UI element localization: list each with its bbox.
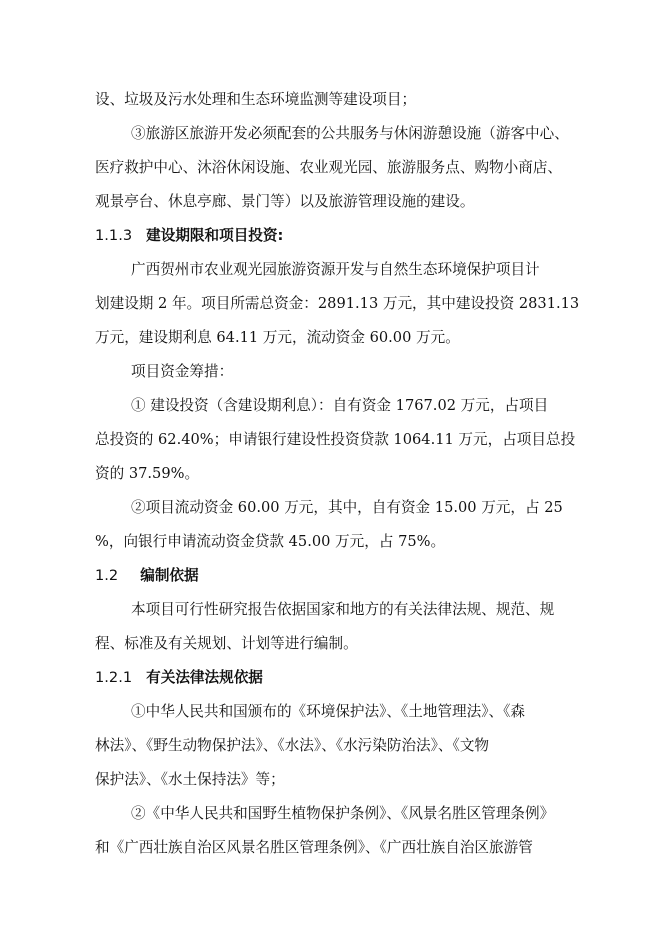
section-number: 1.2 — [95, 567, 119, 584]
body-line: 观景亭台、休息亭廊、景门等）以及旅游管理设施的建设。 — [95, 193, 475, 210]
body-line: 林法》、《野生动物保护法》、《水法》、《水污染防治法》、《文物 — [95, 737, 490, 754]
section-heading-1-1-3 — [95, 226, 283, 246]
section-title: 建设期限和项目投资: — [146, 227, 284, 244]
body-line: 总投资的 62.40%；申请银行建设性投资贷款 1064.11 万元，占项目总投 — [95, 431, 576, 448]
body-line: 资的 37.59%。 — [95, 465, 200, 482]
body-line: ① 建设投资（含建设期利息）：自有资金 1767.02 万元，占项目 — [131, 397, 549, 414]
body-line: ②《中华人民共和国野生植物保护条例》、《风景名胜区管理条例》 — [131, 805, 555, 822]
body-line: 项目资金筹措： — [131, 363, 234, 380]
body-line: ①中华人民共和国颁布的《环境保护法》、《土地管理法》、《森 — [131, 703, 526, 720]
body-line: 医疗救护中心、沐浴休闲设施、农业观光园、旅游服务点、购物小商店、 — [95, 159, 563, 176]
body-line: %，向银行申请流动资金贷款 45.00 万元，占 75%。 — [95, 533, 446, 550]
body-line: 设、垃圾及污水处理和生态环境监测等建设项目； — [95, 91, 417, 108]
body-line: 程、标准及有关规划、计划等进行编制。 — [95, 635, 358, 652]
body-line: 和《广西壮族自治区风景名胜区管理条例》、《广西壮族自治区旅游管 — [95, 839, 533, 856]
body-line: 广西贺州市农业观光园旅游资源开发与自然生态环境保护项目计 — [131, 261, 540, 278]
body-line: 保护法》、《水土保持法》等； — [95, 771, 285, 788]
body-line: ②项目流动资金 60.00 万元，其中，自有资金 15.00 万元，占 25 — [131, 499, 563, 516]
body-line: 万元，建设期利息 64.11 万元，流动资金 60.00 万元。 — [95, 329, 460, 346]
section-title: 有关法律法规依据 — [146, 669, 263, 686]
body-line: 划建设期 2 年。项目所需总资金：2891.13 万元，其中建设投资 2831.13 — [95, 295, 580, 312]
body-line: ③旅游区旅游开发必须配套的公共服务与休闲游憩设施（游客中心、 — [131, 125, 569, 142]
section-number: 1.2.1 — [95, 669, 133, 686]
section-number: 1.1.3 — [95, 227, 133, 244]
section-title: 编制依据 — [140, 567, 199, 584]
section-heading-1-2 — [95, 566, 199, 586]
section-heading-1-2-1 — [95, 668, 263, 688]
body-line: 本项目可行性研究报告依据国家和地方的有关法律法规、规范、规 — [131, 601, 555, 618]
